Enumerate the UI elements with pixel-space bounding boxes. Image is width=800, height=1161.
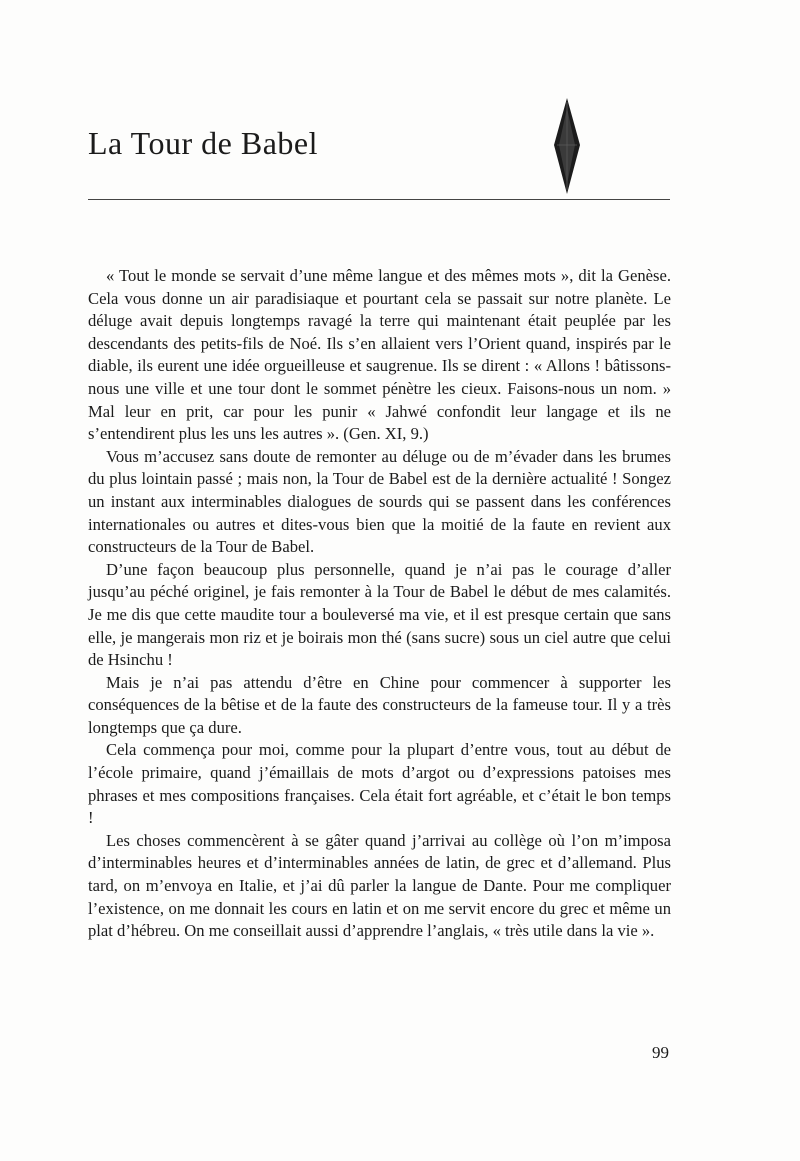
title-rule xyxy=(88,199,670,200)
paragraph: Cela commença pour moi, comme pour la plupart d’entre vous, tout au début de l’école primaire, quand j’émaillais de mots d’argot ou d’expressions patoises mes phrases et mes compositions françaises. Cela était fort agréable, et c’était le bon temps ! xyxy=(88,740,671,828)
page-number: 99 xyxy=(652,1043,669,1062)
paragraph: Mais je n’ai pas attendu d’être en Chine pour commencer à supporter les conséquences de la bêtise et de la faute des constructeurs de la fameuse tour. Il y a très longtemps que ça dure. xyxy=(88,672,671,737)
diamond-ornament-icon xyxy=(553,98,581,196)
paragraph: « Tout le monde se servait d’une même langue et des mêmes mots », dit la Genèse. Cela vous donne un air paradisiaque et pourtant cela se passait sur notre planète. Le déluge avait depuis longtemps ravagé la terre qui maintenant était peuplée par les descendants des petits-fils de Noé. Ils s’en allaient vers l’Orient quand, inspirés par le diable, ils eurent une idée orgueilleuse et saugrenue. Ils se dirent : « Allons ! bâtissons-nous une ville et une tour dont le sommet pénètre les cieux. Faisons-nous un nom. » Mal leur en prit, car pour les punir « Jahwé confondit leur langage et ils ne s’entendirent plus les uns les autres ». (Gen. XI, 9.) xyxy=(88,266,671,444)
body-text xyxy=(88,265,671,943)
chapter-title: La Tour de Babel xyxy=(88,125,318,161)
paragraph: Les choses commencèrent à se gâter quand j’arrivai au collège où l’on m’imposa d’interminables heures et d’interminables années de latin, de grec et d’allemand. Plus tard, on m’envoya en Italie, et j’ai dû parler la langue de Dante. Pour me compliquer l’existence, on me donnait les cours en latin et on me servit encore du grec et même un plat d’hébreu. On me conseillait aussi d’apprendre l’anglais, « très utile dans la vie ». xyxy=(88,830,671,941)
paragraph: D’une façon beaucoup plus personnelle, quand je n’ai pas le courage d’aller jusqu’au péché originel, je fais remonter à la Tour de Babel le début de mes calamités. Je me dis que cette maudite tour a bouleversé ma vie, et il est presque certain que sans elle, je mangerais mon riz et je boirais mon thé (sans sucre) sous un ciel autre que celui de Hsinchu ! xyxy=(88,559,671,670)
paragraph: Vous m’accusez sans doute de remonter au déluge ou de m’évader dans les brumes du plus lointain passé ; mais non, la Tour de Babel est de la dernière actualité ! Songez un instant aux interminables dialogues de sourds qui se passent dans les conférences internationales ou autres et dites-vous bien que la moitié de la faute en revient aux constructeurs de la Tour de Babel. xyxy=(88,446,671,557)
